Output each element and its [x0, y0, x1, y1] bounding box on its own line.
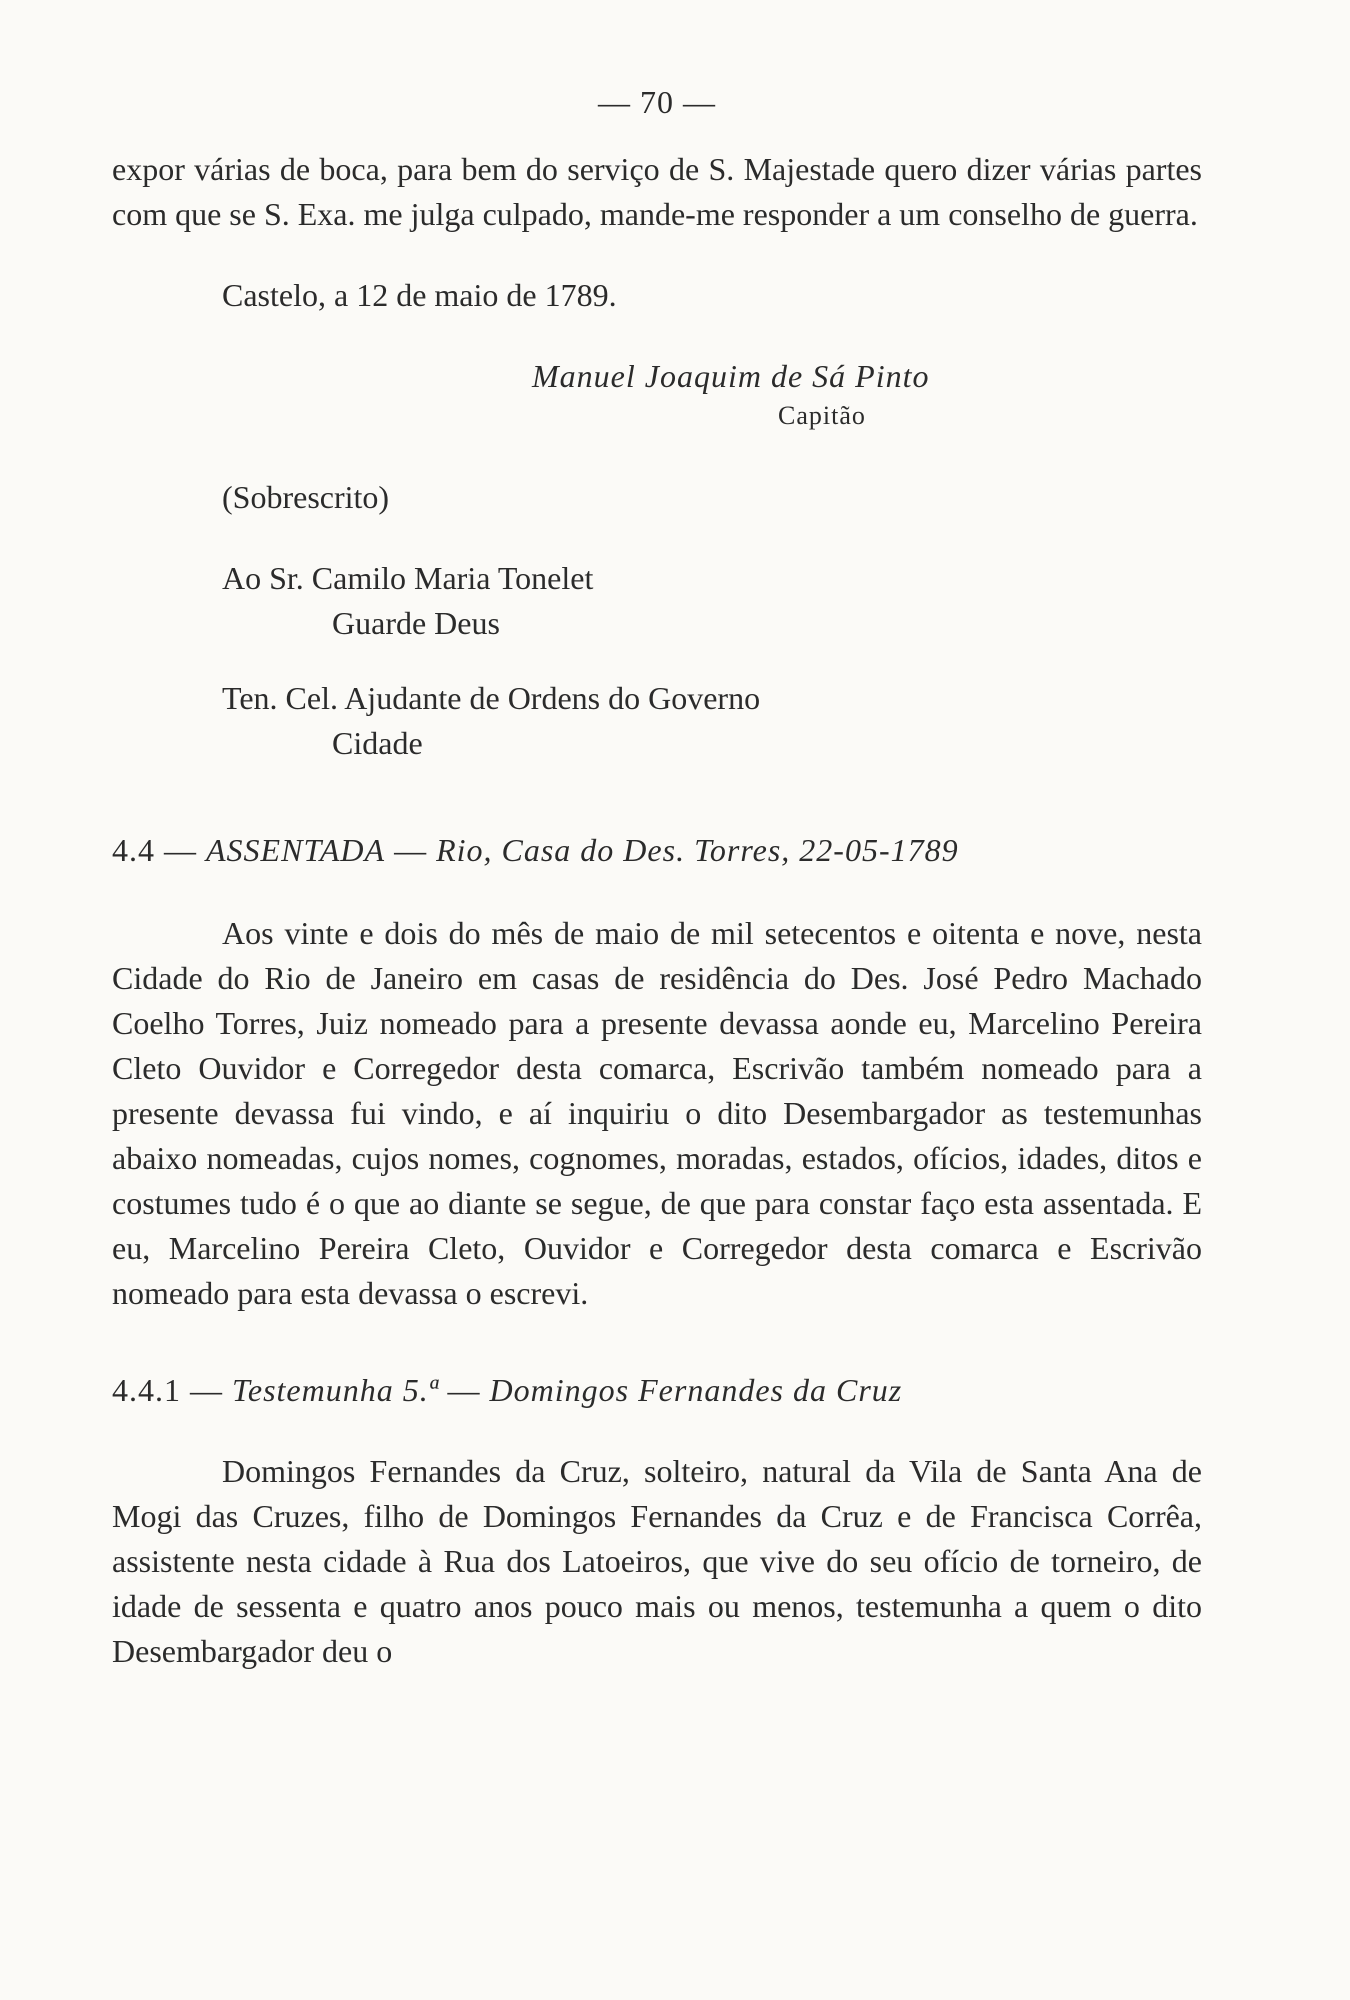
signature-name: Manuel Joaquim de Sá Pinto [532, 358, 930, 394]
section-number: 4.4 — [112, 832, 197, 868]
subsection-subtitle: Domingos Fernandes da Cruz [489, 1372, 903, 1408]
section-title: ASSENTADA [206, 832, 386, 868]
address-block-2 [112, 676, 1202, 766]
section-heading-4-4 [112, 828, 1202, 873]
subsection-number: 4.4.1 — [112, 1372, 223, 1408]
address-block [112, 556, 1202, 646]
section-heading-4-4-1 [112, 1368, 1202, 1413]
letter-closing-paragraph: expor várias de boca, para bem do serviço de S. Majestade quero dizer várias partes com que se S. Exa. me julga culpado, mande-me responder a um conselho de guerra. [112, 151, 1202, 232]
subsection-title: Testemunha 5.ª [232, 1372, 439, 1408]
address-line-4: Cidade [332, 725, 423, 761]
subsection-separator: — [447, 1372, 481, 1408]
address-line-3: Ten. Cel. Ajudante de Ordens do Governo [222, 680, 761, 716]
signature-rank: Capitão [778, 401, 866, 430]
testemunha-paragraph: Domingos Fernandes da Cruz, solteiro, natural da Vila de Santa Ana de Mogi das Cruzes, filho de Domingos Fernandes da Cruz e de Francisca Corrêa, assistente nesta cidade à Rua dos Latoeiros, que vive do seu ofício de torneiro, de idade de sessenta e quatro anos pouco mais ou menos, testemunha a quem o dito Desembargador deu o [112, 1453, 1202, 1669]
sobrescrito-label: (Sobrescrito) [222, 479, 390, 515]
section-separator: — [394, 832, 428, 868]
page-number: — 70 — [598, 84, 716, 120]
section-subtitle: Rio, Casa do Des. Torres, 22-05-1789 [436, 832, 959, 868]
letter-date-line: Castelo, a 12 de maio de 1789. [222, 277, 617, 313]
address-line-2: Guarde Deus [332, 605, 500, 641]
assentada-paragraph: Aos vinte e dois do mês de maio de mil setecentos e oitenta e nove, nesta Cidade do Rio de Janeiro em casas de residência do Des. José Pedro Machado Coelho Torres, Juiz nomeado para a presente devassa aonde eu, Marcelino Pereira Cleto Ouvidor e Corregedor desta comarca, Escrivão também nomeado para a presente devassa fui vindo, e aí inquiriu o dito Desembargador as testemunhas abaixo nomeadas, cujos nomes, cognomes, moradas, estados, ofícios, idades, ditos e costumes tudo é o que ao diante se segue, de que para constar faço esta assentada. E eu, Marcelino Pereira Cleto, Ouvidor e Corregedor desta comarca e Escrivão nomeado para esta devassa o escrevi. [112, 915, 1202, 1311]
address-line-1: Ao Sr. Camilo Maria Tonelet [222, 560, 594, 596]
